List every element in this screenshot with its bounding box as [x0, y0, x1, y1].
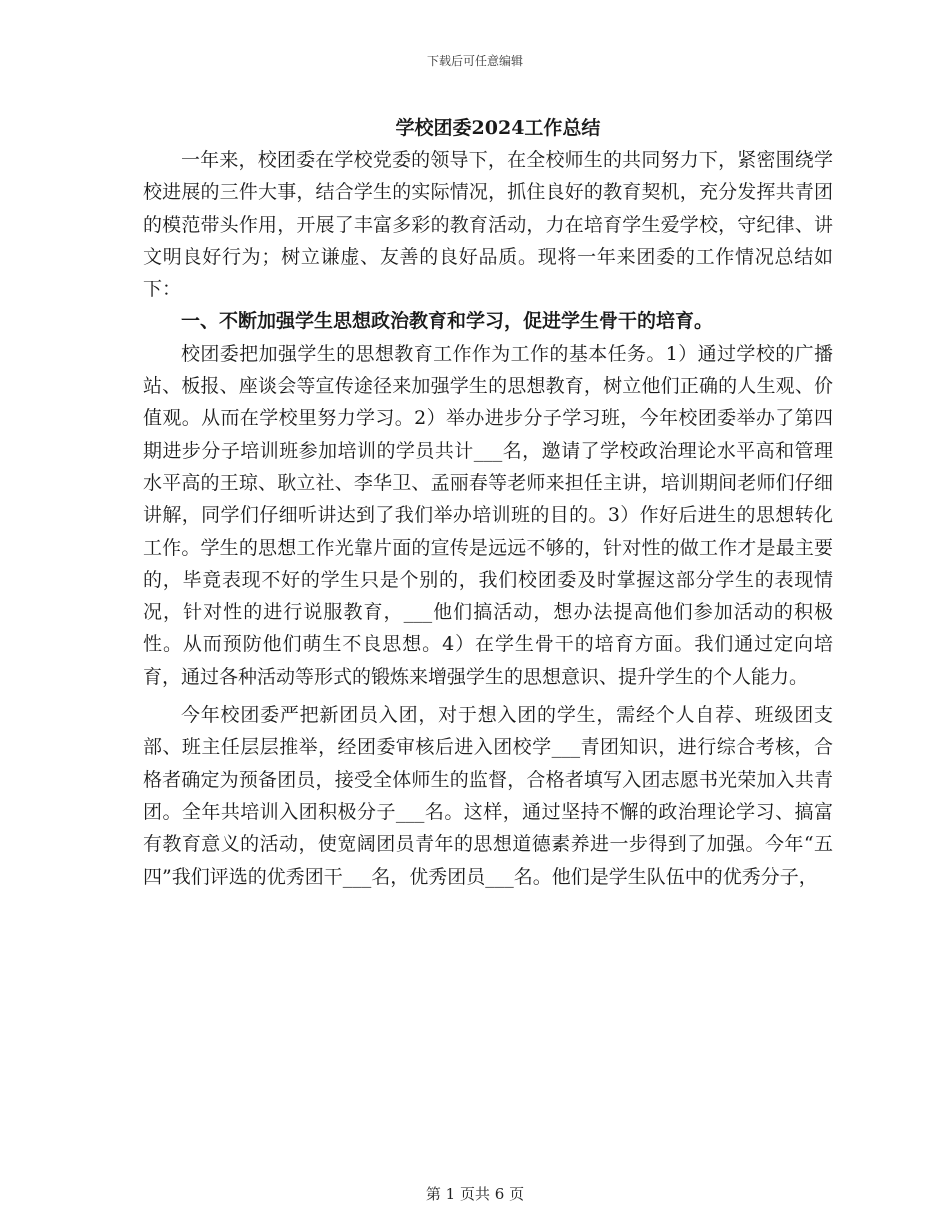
- paragraph-new-members: 今年校团委严把新团员入团，对于想入团的学生，需经个人自荐、班级团支部、班主任层层推举，经团委审核后进入团校学___青团知识，进行综合考核，合格者确定为预备团员，接受全体师生的监督，合格者填写入团志愿书光荣加入共青团。全年共培训入团积极分子___名。这样，通过坚持不懈的政治理论学习、搞富有教育意义的活动，使宽阔团员青年的思想道德素养进一步得到了加强。今年“五四”我们评选的优秀团干___名，优秀团员___名。他们是学生队伍中的优秀分子，: [143, 704, 833, 888]
- section-heading-1: 一、不断加强学生思想政治教育和学习，促进学生骨干的培育。: [181, 310, 714, 333]
- paragraph-section-1: 校团委把加强学生的思想教育工作作为工作的基本任务。1）通过学校的广播站、板报、座谈会等宣传途径来加强学生的思想教育，树立他们正确的人生观、价值观。从而在学校里努力学习。2）举办进步分子学习班，今年校团委举办了第四期进步分子培训班参加培训的学员共计___名，邀请了学校政治理论水平高和管理水平高的王琼、耿立社、李华卫、孟丽春等老师来担任主讲，培训期间老师们仔细讲解，同学们仔细听讲达到了我们举办培训班的目的。3）作好后进生的思想转化工作。学生的思想工作光靠片面的宣传是远远不够的，针对性的做工作才是最主要的，毕竟表现不好的学生只是个别的，我们校团委及时掌握这部分学生的表现情况，针对性的进行说服教育，___他们搞活动，想办法提高他们参加活动的积极性。从而预防他们萌生不良思想。4）在学生骨干的培育方面。我们通过定向培育，通过各种活动等形式的锻炼来增强学生的思想意识、提升学生的个人能力。: [143, 342, 833, 688]
- document-body: [143, 112, 833, 893]
- page-footer-number: 第 1 页共 6 页: [425, 1185, 525, 1203]
- paragraph-intro: 一年来，校团委在学校党委的领导下，在全校师生的共同努力下，紧密围绕学校进展的三件大事，结合学生的实际情况，抓住良好的教育契机，充分发挥共青团的模范带头作用，开展了丰富多彩的教育活动，力在培育学生爱学校，守纪律、讲文明良好行为；树立谦虚、友善的良好品质。现将一年来团委的工作情况总结如下：: [143, 149, 833, 301]
- document-title: 学校团委2024工作总结: [395, 117, 601, 139]
- page-header-note: 下载后可任意编辑: [426, 54, 523, 68]
